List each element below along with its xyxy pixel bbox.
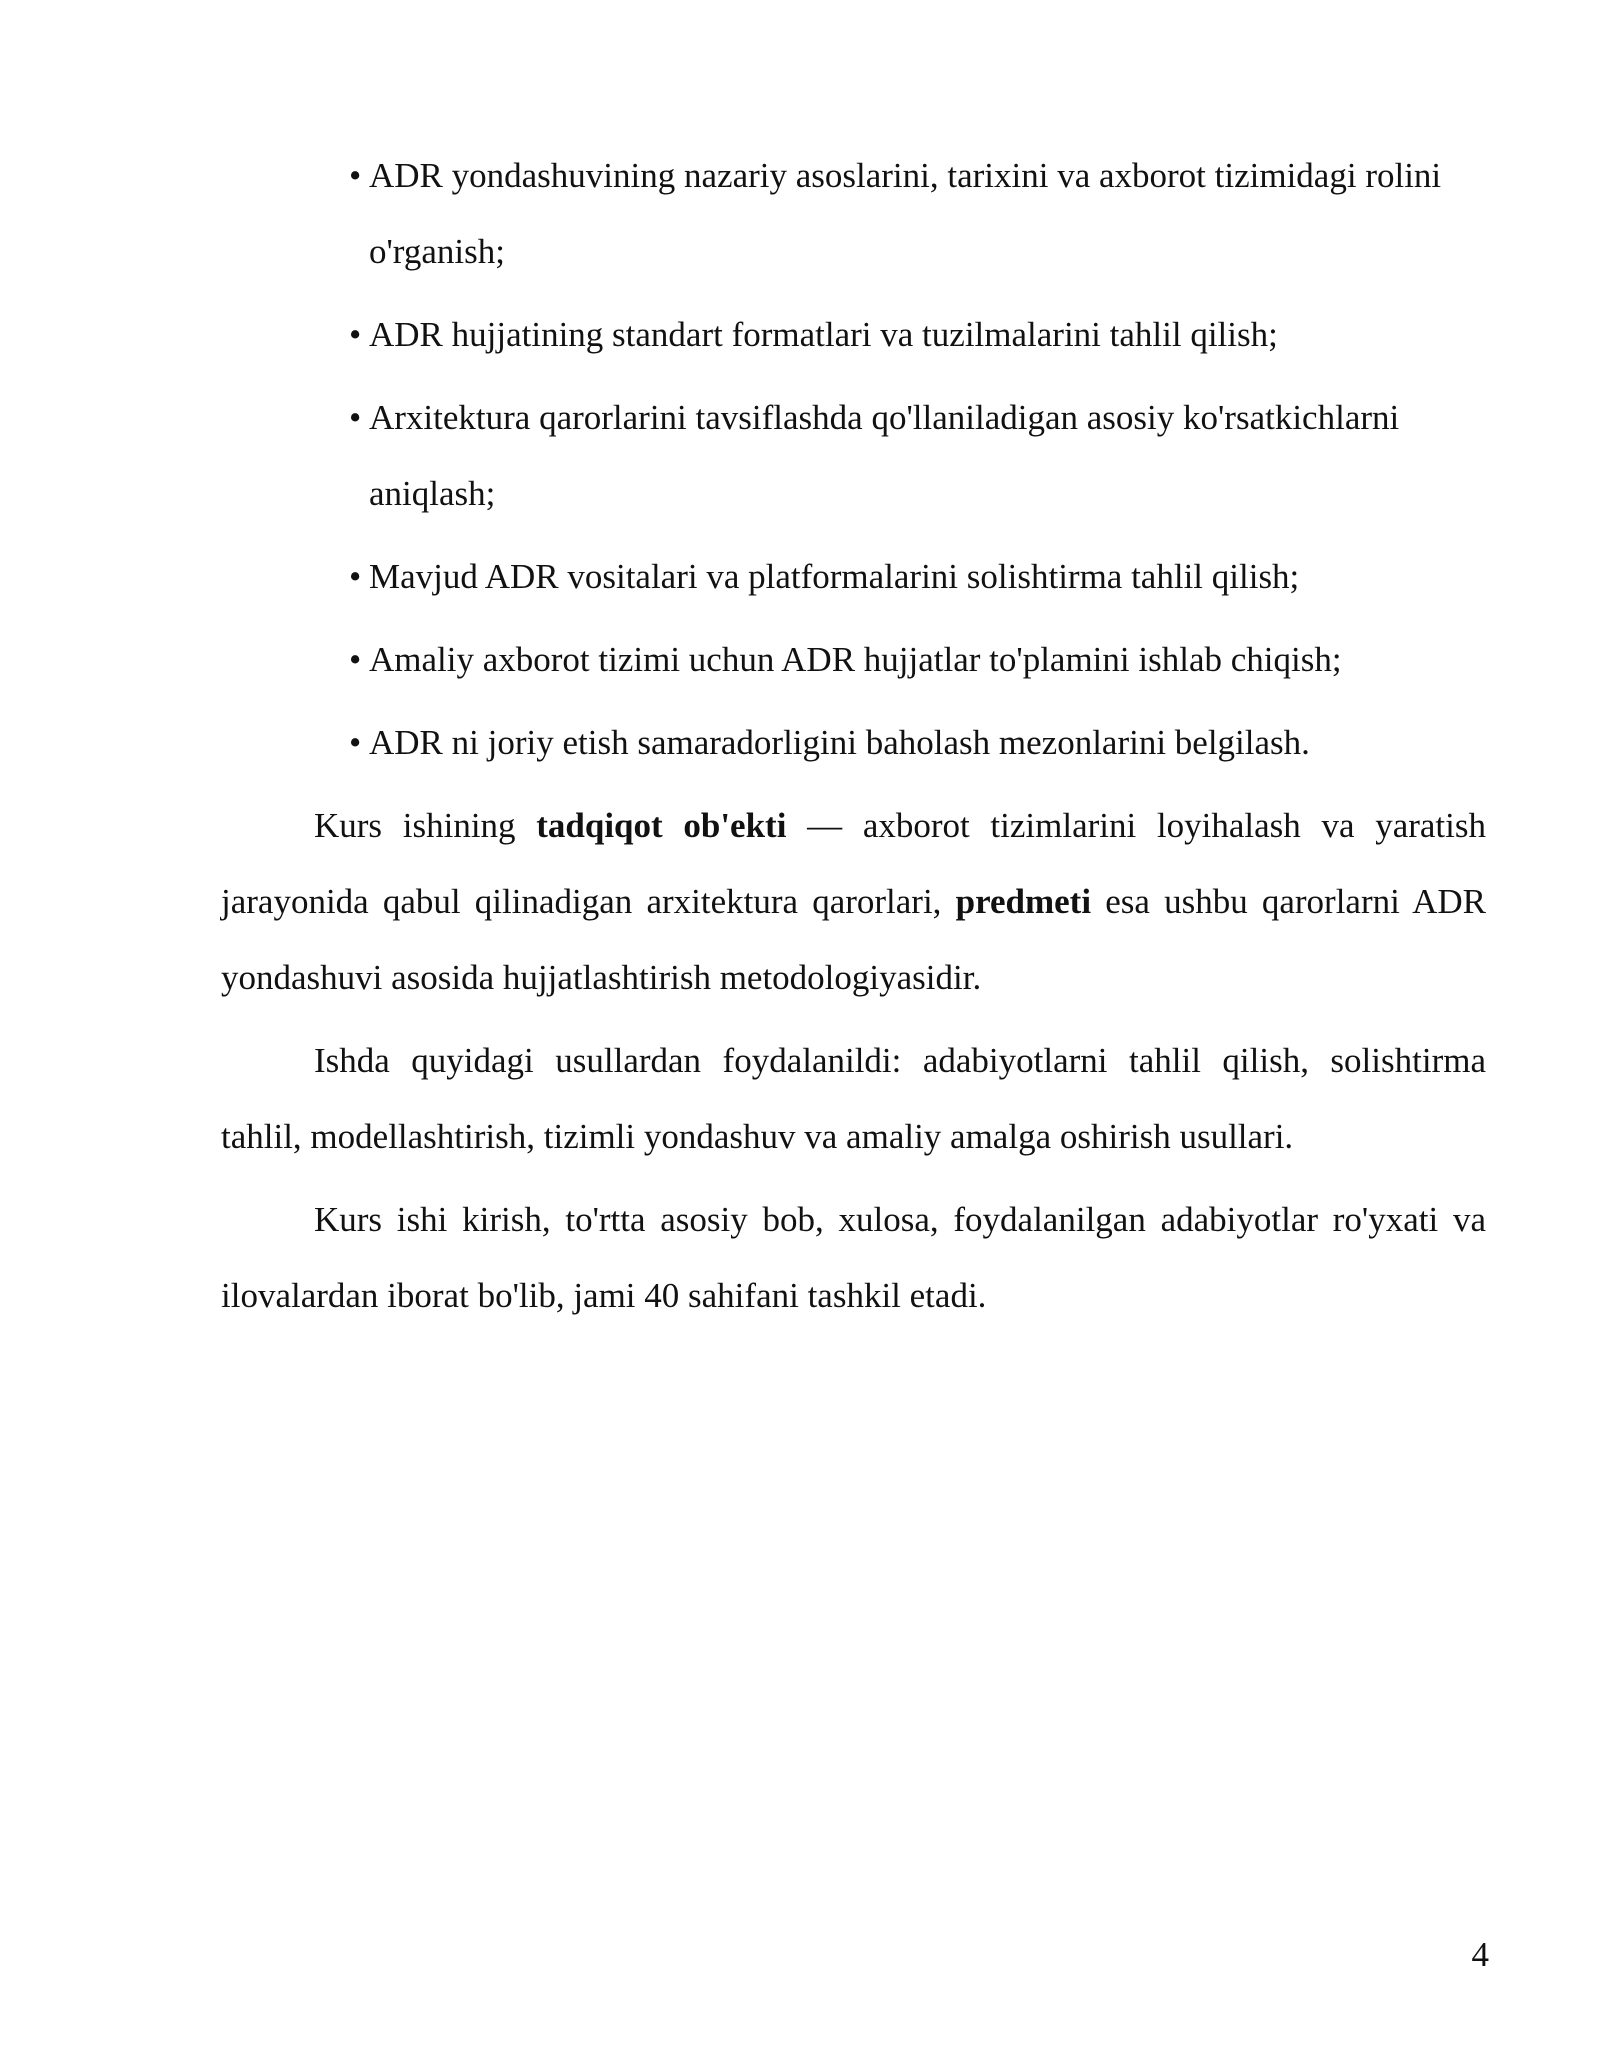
methods-paragraph: Ishda quyidagi usullardan foydalanildi: adabiyotlarni tahlil qilish, solishtirma tahlil, modellashtirish, tizimli yondashuv va amaliy amalga oshirish usullari. <box>221 1041 1486 1156</box>
page-content <box>221 138 1486 1341</box>
structure-paragraph: Kurs ishi kirish, to'rtta asosiy bob, xulosa, foydalanilgan adabiyotlar ro'yxati va ilovalardan iborat bo'lib, jami 40 sahifani tashkil etadi. <box>221 1200 1486 1315</box>
list-item <box>221 380 1486 532</box>
bullet-icon: • <box>349 315 362 354</box>
bullet-icon: • <box>349 557 362 596</box>
paragraph-text: Kurs ishining <box>314 806 537 845</box>
paragraph-text: esa ushbu qarorlarni ADR yondashuvi asosida hujjatlashtirish metodologiyasidir. <box>221 882 1486 997</box>
list-item <box>221 539 1486 615</box>
bullet-icon: • <box>349 640 362 679</box>
list-item <box>221 138 1486 290</box>
bullet-icon: • <box>349 398 362 437</box>
paragraph-text: — axborot tizimlarini loyihalash va yaratish jarayonida qabul qilinadigan arxitektura qarorlari, <box>221 806 1486 921</box>
list-item-text: Mavjud ADR vositalari va platformalarini solishtirma tahlil qilish; <box>369 557 1300 596</box>
list-item-text: ADR hujjatining standart formatlari va tuzilmalarini tahlil qilish; <box>369 315 1278 354</box>
list-item-text: ADR ni joriy etish samaradorligini baholash mezonlarini belgilash. <box>369 723 1310 762</box>
list-item-text: ADR yondashuvining nazariy asoslarini, tarixini va axborot tizimidagi rolini o'rganish; <box>369 156 1442 271</box>
research-object-term: tadqiqot ob'ekti <box>536 806 787 845</box>
list-item <box>221 705 1486 781</box>
research-object-paragraph <box>221 788 1486 1016</box>
list-item <box>221 622 1486 698</box>
list-item <box>221 297 1486 373</box>
list-item-text: Amaliy axborot tizimi uchun ADR hujjatlar to'plamini ishlab chiqish; <box>369 640 1342 679</box>
bullet-icon: • <box>349 723 362 762</box>
research-subject-term: predmeti <box>955 882 1092 921</box>
bullet-icon: • <box>349 156 362 195</box>
list-item-text: Arxitektura qarorlarini tavsiflashda qo'llaniladigan asosiy ko'rsatkichlarni aniqlash; <box>369 398 1400 513</box>
objectives-list <box>221 138 1486 781</box>
page-number: 4 <box>1471 1935 1489 1974</box>
